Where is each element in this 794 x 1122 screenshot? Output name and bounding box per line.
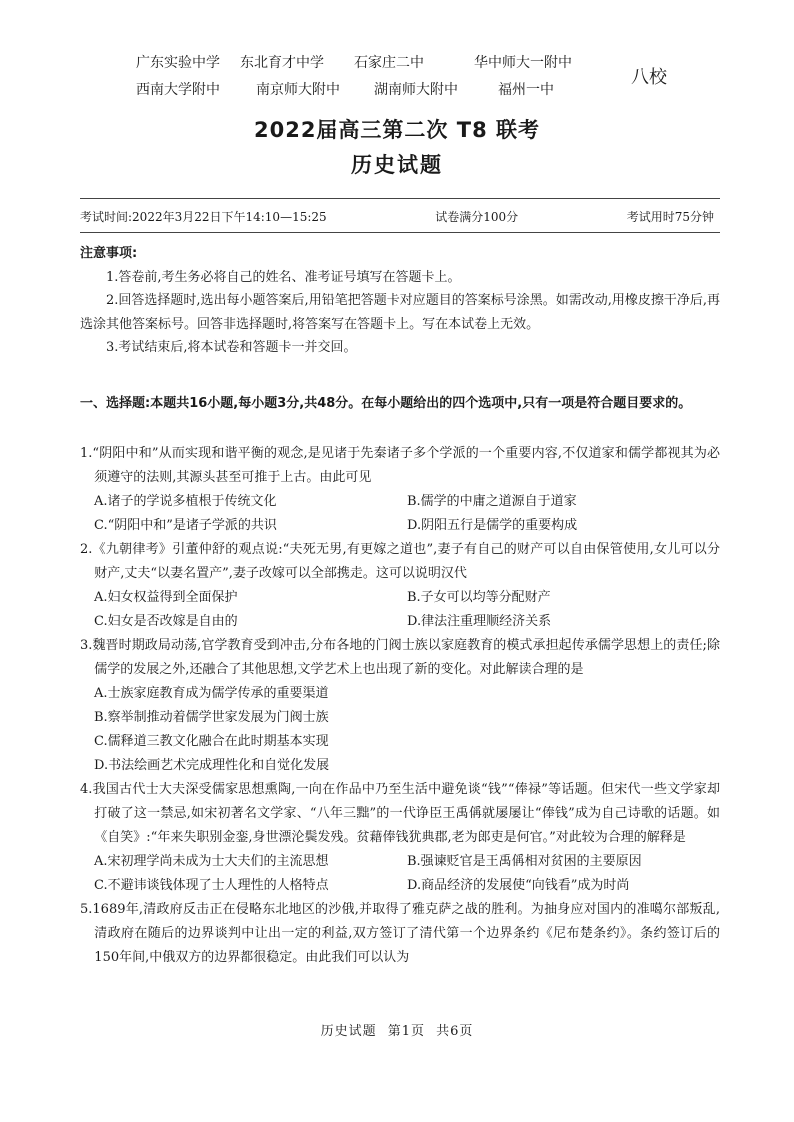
section-heading: 一、选择题:本题共16小题,每小题3分,共48分。在每小题给出的四个选项中,只有一项是符合题目要求的。 (80, 396, 692, 411)
school-name: 湖南师大附中 (374, 82, 458, 98)
school-name: 石家庄二中 (354, 55, 424, 71)
option-a: A.妇女权益得到全面保护 (94, 590, 238, 605)
option-group (80, 850, 720, 898)
exam-time: 考试时间:2022年3月22日下午14:10—15:25 (80, 210, 327, 224)
notice-item: 3.考试结束后,将本试卷和答题卡一并交回。 (106, 340, 357, 355)
footer-total-pages: 共6页 (436, 1024, 474, 1039)
school-row-1 (136, 50, 636, 77)
option-a: A.士族家庭教育成为儒学传承的重要渠道 (94, 686, 329, 701)
exam-title: 2022届高三第二次 T8 联考 (253, 118, 540, 142)
option-d: D.阴阳五行是儒学的重要构成 (407, 518, 578, 533)
question-5 (80, 898, 720, 970)
option-group (80, 490, 720, 538)
school-name: 华中师大一附中 (474, 55, 572, 71)
question-3 (80, 634, 720, 778)
exam-score: 试卷满分100分 (435, 210, 519, 224)
option-b: B.强谏贬官是王禹偁相对贫困的主要原因 (407, 854, 642, 869)
page-footer (0, 1020, 794, 1039)
option-b: B.子女可以均等分配财产 (407, 590, 551, 605)
option-c: C.儒释道三教文化融合在此时期基本实现 (94, 734, 329, 749)
alliance-badge: 八校 (631, 67, 667, 88)
option-d: D.律法注重理顺经济关系 (407, 614, 552, 629)
question-stem: 1.“阴阳中和”从而实现和谐平衡的观念,是见诸于先秦诸子多个学派的一个重要内容,不仅道家和儒学都视其为必须遵守的法则,其源头甚至可推于上古。由此可见 (80, 446, 720, 485)
question-1 (80, 442, 720, 538)
option-d: D.书法绘画艺术完成理性化和自觉化发展 (94, 758, 330, 773)
school-list (136, 50, 636, 104)
notice-item: 1.答卷前,考生务必将自己的姓名、准考证号填写在答题卡上。 (106, 269, 461, 285)
school-name: 西南大学附中 (136, 82, 220, 98)
school-name: 福州一中 (498, 82, 554, 98)
option-a: A.宋初理学尚未成为士大夫们的主流思想 (94, 854, 329, 869)
option-c: C.妇女是否改嫁是自由的 (94, 614, 238, 629)
notice-item: 2.回答选择题时,选出每小题答案后,用铅笔把答题卡对应题目的答案标号涂黑。如需改动,用橡皮擦干净后,再选涂其他答案标号。回答非选择题时,将答案写在答题卡上。写在本试卷上无效。 (80, 293, 720, 332)
exam-subject-title: 历史试题 (351, 153, 443, 177)
exam-info-bar (80, 208, 714, 225)
option-group (80, 586, 720, 634)
question-2 (80, 538, 720, 634)
option-c: C.“阴阳中和”是诸子学派的共识 (94, 518, 277, 533)
option-c: C.不避讳谈钱体现了士人理性的人格特点 (94, 878, 329, 893)
school-row-2 (136, 77, 636, 104)
school-name: 南京师大附中 (256, 82, 340, 98)
question-list (80, 442, 720, 970)
school-name: 广东实验中学 (136, 55, 220, 71)
divider-top (80, 198, 720, 199)
option-a: A.诸子的学说多植根于传统文化 (94, 494, 277, 509)
exam-duration: 考试用时75分钟 (626, 210, 714, 224)
option-group (80, 682, 720, 778)
school-name: 东北育才中学 (240, 55, 324, 71)
question-stem: 4.我国古代士大夫深受儒家思想熏陶,一向在作品中乃至生活中避免谈“钱”“俸禄”等话题。但宋代一些文学家却打破了这一禁忌,如宋初著名文学家、“八年三黜”的一代诤臣王禹偁就屡屡让“俸钱”成为自己诗歌的话题。如《自笑》:“年来失职别金銮,身世漂沦鬓发残。贫藉俸钱犹典郡,老为郎吏是何官。”对此较为合理的解释是 (80, 782, 720, 845)
divider-bottom (80, 232, 720, 233)
notice-block (80, 242, 720, 360)
question-4 (80, 778, 720, 898)
option-b: B.察举制推动着儒学世家发展为门阀士族 (94, 710, 329, 725)
question-stem: 3.魏晋时期政局动荡,官学教育受到冲击,分布各地的门阀士族以家庭教育的模式承担起传承儒学思想上的责任;除儒学的发展之外,还融合了其他思想,文学艺术上也出现了新的变化。对此解读合理的是 (80, 638, 720, 677)
notice-heading: 注意事项: (80, 246, 138, 261)
option-b: B.儒学的中庸之道源自于道家 (407, 494, 577, 509)
option-d: D.商品经济的发展使“向钱看”成为时尚 (407, 878, 630, 893)
footer-subject: 历史试题 (320, 1024, 377, 1039)
question-stem: 2.《九朝律考》引董仲舒的观点说:“夫死无男,有更嫁之道也”,妻子有自己的财产可以自由保管使用,女儿可以分财产,丈夫“以妻名置产”,妻子改嫁可以全部携走。这可以说明汉代 (80, 542, 720, 581)
question-stem: 5.1689年,清政府反击正在侵略东北地区的沙俄,并取得了雅克萨之战的胜利。为抽身应对国内的准噶尔部叛乱,清政府在随后的边界谈判中让出一定的利益,双方签订了清代第一个边界条约《尼布楚条约》。条约签订后的150年间,中俄双方的边界都很稳定。由此我们可以认为 (80, 902, 720, 965)
footer-page-number: 第1页 (387, 1024, 425, 1039)
